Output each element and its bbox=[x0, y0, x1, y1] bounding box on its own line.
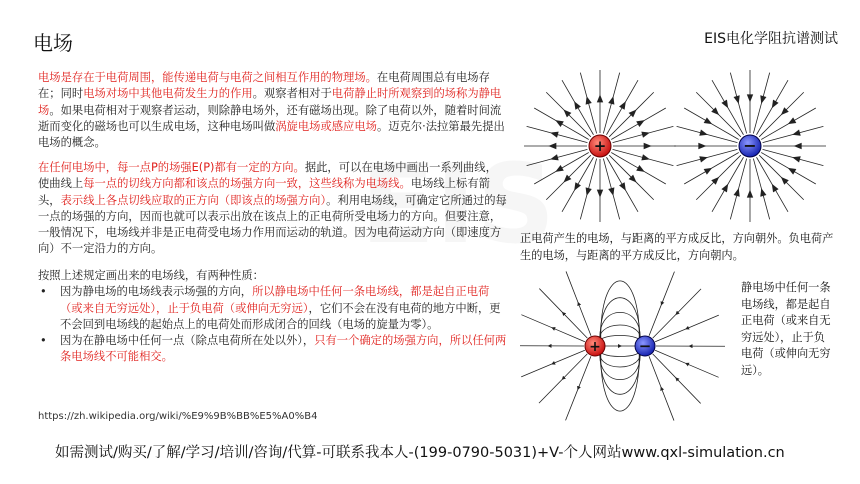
properties-list bbox=[38, 284, 508, 365]
field-line bbox=[521, 350, 585, 377]
text-span: 电场是存在于电荷周围，能传递电荷与电荷之间相互作用的物理场。 bbox=[38, 71, 377, 84]
positive-charge-symbol: + bbox=[593, 137, 607, 155]
source-link[interactable]: https://zh.wikipedia.org/wiki/%E9%9B%BB%E5%A0%B4 bbox=[38, 411, 318, 422]
field-arrow bbox=[704, 168, 713, 175]
paragraph-definition bbox=[38, 70, 508, 151]
field-arrow bbox=[608, 187, 614, 196]
field-line bbox=[566, 271, 591, 335]
text-span: 只有一个确定的场强方向，所以任何两条电场线不可能相交。 bbox=[60, 334, 507, 364]
text-span: 。观察者相对于 bbox=[252, 87, 332, 101]
text-span: 。如果电荷相对于观察者运动，则除静电场外，还有磁场出现。除了电荷以外，随着时间流逝而变化的磁场也可以生成电场，这种电场叫做 bbox=[38, 103, 502, 133]
radial-field-caption: 正电荷产生的电场，与距离的平方成反比，方向朝外。负电荷产生的电场，与距离的平方成反比，方向朝内。 bbox=[520, 232, 834, 262]
field-arrow bbox=[641, 154, 650, 160]
contact-footer: 如需测试/购买/了解/学习/培训/咨询/代算-可联系我本人-(199-0790-5031)+V-个人网站www.qxl-simulation.cn bbox=[55, 445, 785, 461]
field-arrow bbox=[772, 100, 779, 109]
field-arrow bbox=[619, 101, 626, 110]
field-line bbox=[601, 281, 639, 346]
field-line bbox=[653, 289, 701, 338]
dipole-positive-symbol: + bbox=[589, 339, 601, 355]
field-arrow bbox=[698, 143, 706, 149]
page-title: 电场 bbox=[33, 31, 73, 55]
field-line bbox=[539, 354, 587, 403]
field-line bbox=[655, 315, 719, 342]
text-span: 所以静电场中任何一条电场线，都是起自正电荷（或来自无穷远处），止于负电荷（或伸向无穷远） bbox=[60, 285, 490, 315]
text-span: 电场对场中其他电荷发生力的作用 bbox=[83, 87, 253, 101]
field-arrow bbox=[788, 168, 797, 175]
field-arrow bbox=[699, 156, 708, 162]
field-line bbox=[601, 346, 639, 411]
field-arrow bbox=[636, 120, 645, 127]
field-arrow bbox=[597, 94, 603, 102]
dipole-field-caption: 静电场中任何一条电场线，都是起自正电荷（或来自无穷远处），止于负电荷（或伸向无穷远）。 bbox=[741, 281, 831, 377]
field-arrow bbox=[636, 165, 645, 172]
text-span: 在任何电场中，每一点P的场强E(P)都有一定的方向。 bbox=[38, 161, 305, 174]
field-line bbox=[600, 346, 640, 380]
text-span: 表示线上各点切线应取的正方向（即该点的场强方向） bbox=[60, 193, 327, 207]
dipole-field-diagram bbox=[520, 270, 725, 425]
field-arrow bbox=[721, 184, 728, 193]
properties-intro: 按照上述规定画出来的电场线，有两种性质： bbox=[38, 269, 264, 282]
field-arrow bbox=[574, 101, 581, 110]
field-arrow bbox=[550, 132, 559, 138]
field-arrow bbox=[734, 95, 740, 104]
dipole-negative-symbol: − bbox=[638, 337, 652, 355]
field-line bbox=[600, 346, 639, 394]
field-arrow bbox=[704, 117, 713, 124]
text-span: 电荷静止时所观察到的场称为静电场 bbox=[38, 87, 502, 117]
text-span: 因为在静电场中任何一点（除点电荷所在处以外）， bbox=[60, 334, 315, 348]
field-arrow bbox=[548, 143, 556, 149]
list-item bbox=[38, 333, 508, 366]
field-arrow bbox=[586, 187, 592, 196]
negative-charge-symbol: − bbox=[743, 136, 757, 155]
field-arrow bbox=[597, 190, 603, 198]
field-arrow bbox=[721, 100, 728, 109]
field-line bbox=[566, 356, 591, 420]
field-line bbox=[521, 315, 584, 342]
field-arrow bbox=[608, 96, 614, 105]
field-arrow bbox=[792, 156, 801, 162]
field-arrow bbox=[550, 154, 559, 160]
field-arrow bbox=[644, 143, 652, 149]
paragraph-field-lines bbox=[38, 160, 508, 258]
field-arrow bbox=[772, 184, 779, 193]
field-line bbox=[653, 354, 701, 404]
field-arrow bbox=[788, 117, 797, 124]
text-span: 因为静电场的电场线表示场强的方向， bbox=[60, 285, 253, 299]
text-span: 在电荷周围总有电场存在；同时 bbox=[38, 71, 490, 101]
field-line bbox=[600, 298, 639, 346]
text-span: 涡旋电场或感应电场 bbox=[275, 119, 377, 133]
field-arrow bbox=[574, 182, 581, 191]
text-span: 电场线上标有箭头， bbox=[38, 177, 490, 207]
field-line bbox=[539, 289, 587, 339]
list-item bbox=[38, 284, 508, 333]
field-arrow bbox=[747, 190, 753, 198]
field-arrow bbox=[555, 120, 564, 127]
field-arrow bbox=[760, 188, 766, 197]
field-line bbox=[655, 350, 718, 377]
text-span: 每一点的切线方向都和该点的场强方向一致，这些线称为电场线。 bbox=[83, 177, 411, 191]
field-arrow bbox=[734, 188, 740, 197]
field-arrow bbox=[555, 165, 564, 172]
field-arrow bbox=[641, 132, 650, 138]
paragraph-properties bbox=[38, 268, 508, 366]
text-span: 。利用电场线，可确定它所通过的每一点的场强的方向，因而也就可以表示出放在该点上的正电荷所受电场力的方向。但要注意，一般情况下，电场线并非是正电荷受电场力作用而运动的轨道。因为电荷运动方向（即速度方向）不一定沿力的方向。 bbox=[38, 193, 507, 256]
field-arrow bbox=[760, 95, 766, 104]
field-line bbox=[649, 356, 674, 420]
text-span: 据此，可以在电场中画出一系列曲线，使曲线上 bbox=[38, 161, 497, 191]
field-line bbox=[600, 312, 640, 346]
text-span: ，它们不会在没有电荷的地方中断，更不会回到电场线的起始点上的电荷处而形成闭合的回线（电场的旋量为零）。 bbox=[60, 301, 501, 331]
field-arrow bbox=[747, 94, 753, 102]
field-line bbox=[649, 272, 674, 336]
field-arrow bbox=[619, 182, 626, 191]
field-arrow bbox=[794, 143, 802, 149]
field-arrow bbox=[792, 130, 801, 136]
text-span: 。迈克尔·法拉第最先提出电场的概念。 bbox=[38, 119, 505, 150]
positive-charge-field-diagram bbox=[520, 68, 680, 228]
field-arrow bbox=[586, 96, 592, 105]
field-arrow bbox=[699, 130, 708, 136]
brand-label: EIS电化学阻抗谱测试 bbox=[704, 31, 838, 47]
dipole-field-lines bbox=[520, 271, 725, 420]
negative-charge-field-diagram bbox=[670, 66, 830, 226]
